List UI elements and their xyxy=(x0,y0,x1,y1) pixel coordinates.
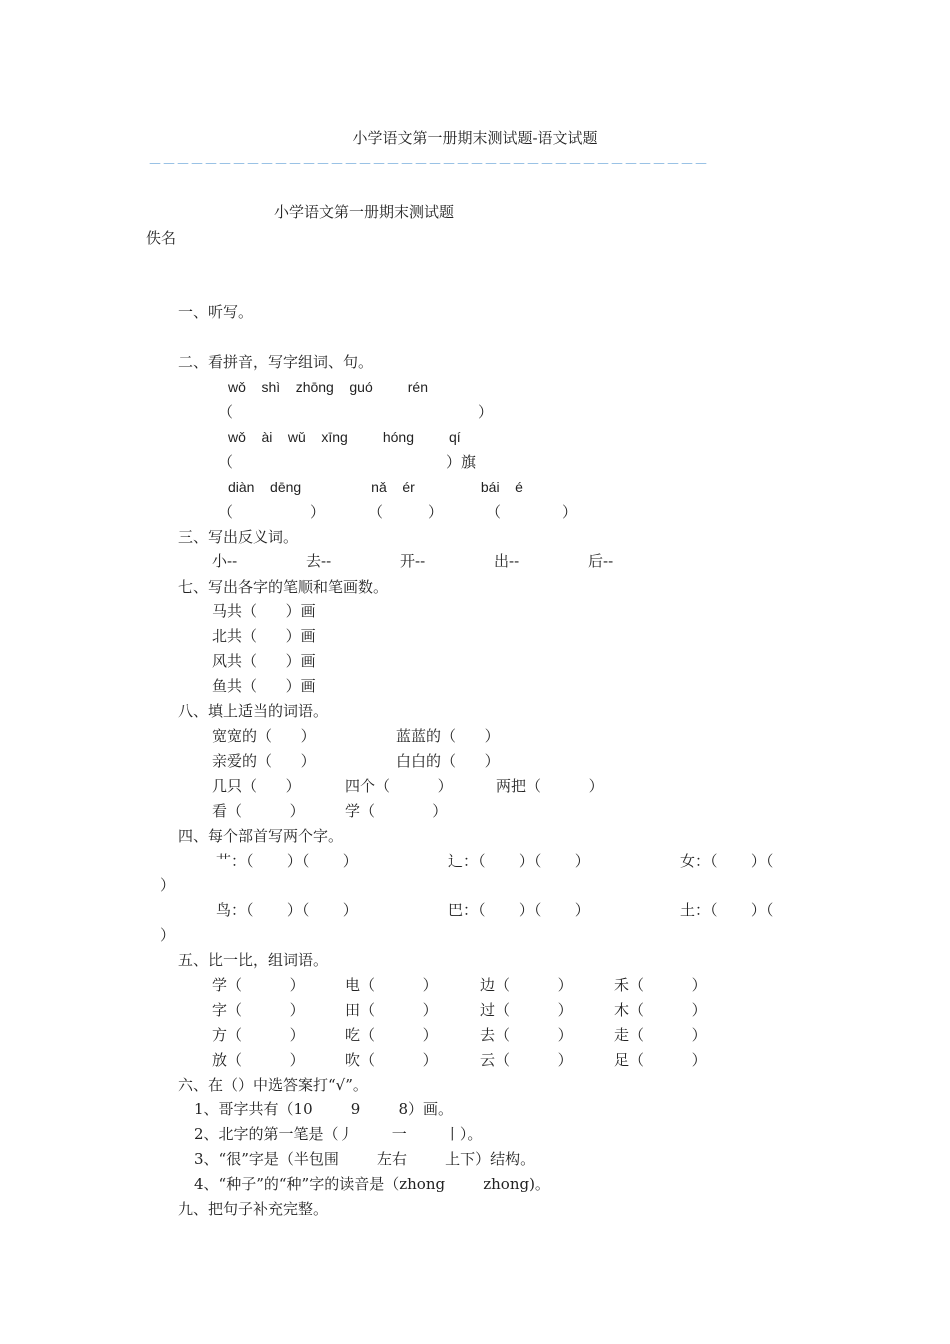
exam-line: ） xyxy=(160,876,176,894)
exam-line: 看（ ） xyxy=(212,802,305,820)
exam-line: 白白的（ ） xyxy=(396,752,500,770)
exam-line: 北共（ ）画 xyxy=(212,627,316,645)
exam-line: 3、“很”字是（半包围 左右 上下）结构。 xyxy=(194,1150,536,1168)
exam-line: 巴：（ ）（ ） xyxy=(448,901,590,919)
exam-line: （ xyxy=(218,403,234,421)
exam-line: 电（ ） xyxy=(345,976,438,994)
exam-line: 木（ ） xyxy=(614,1001,707,1019)
exam-line: 两把（ ） xyxy=(496,777,604,795)
exam-line: 马共（ ）画 xyxy=(212,602,316,620)
exam-line: 禾（ ） xyxy=(614,976,707,994)
exam-line: 小-- xyxy=(212,552,238,570)
exam-line: 云（ ） xyxy=(480,1051,573,1069)
exam-line: wǒ shì zhōng guó rén xyxy=(228,379,428,395)
exam-line: 吃（ ） xyxy=(345,1026,438,1044)
exam-line: 七、写出各字的笔顺和笔画数。 xyxy=(178,578,389,596)
exam-line: 一、听写。 xyxy=(178,303,254,321)
exam-line: 土：（ ）（ xyxy=(680,901,774,919)
exam-line: 辶：（ ）（ ） xyxy=(448,852,590,870)
exam-line: 四个（ ） xyxy=(345,777,453,795)
exam-line: wǒ ài wǔ xīng hóng qí xyxy=(228,429,461,445)
exam-line: 亲爱的（ ） xyxy=(212,752,316,770)
exam-line: 4、“种子”的“种”字的读音是（zhong zhong)。 xyxy=(194,1175,550,1193)
exam-line: （ xyxy=(368,503,384,521)
exam-line: 开-- xyxy=(400,552,426,570)
exam-line: 艹：（ ）（ ） xyxy=(216,852,358,870)
exam-line: diàn dēng nǎ ér bái é xyxy=(228,479,523,495)
exam-line: 几只（ ） xyxy=(212,777,301,795)
exam-line: 足（ ） xyxy=(614,1051,707,1069)
exam-line: 走（ ） xyxy=(614,1026,707,1044)
exam-line: 女：（ ）（ xyxy=(680,852,774,870)
header-divider: －－－－－－－－－－－－－－－－－－－－－－－－－－－－－－－－－－－－－－－－ xyxy=(148,157,708,173)
exam-line: 九、把句子补充完整。 xyxy=(178,1200,329,1218)
exam-line: 二、看拼音，写字组词、句。 xyxy=(178,353,374,371)
exam-line: （ xyxy=(486,503,502,521)
exam-line: 字（ ） xyxy=(212,1001,305,1019)
exam-line: 四、每个部首写两个字。 xyxy=(178,827,344,845)
exam-line: 蓝蓝的（ ） xyxy=(396,727,500,745)
exam-line: 五、比一比，组词语。 xyxy=(178,951,329,969)
exam-line: ）旗 xyxy=(446,453,477,471)
exam-line: 去-- xyxy=(306,552,332,570)
document-subtitle: 小学语文第一册期末测试题 xyxy=(274,203,455,221)
exam-line: 学（ ） xyxy=(212,976,305,994)
exam-line: 宽宽的（ ） xyxy=(212,727,316,745)
exam-line: 方（ ） xyxy=(212,1026,305,1044)
author-label: 佚名 xyxy=(146,229,177,247)
exam-line: ） xyxy=(562,503,578,521)
exam-line: 鱼共（ ）画 xyxy=(212,677,316,695)
exam-line: 六、在（）中选答案打“√”。 xyxy=(178,1076,368,1094)
exam-line: 鸟：（ ）（ ） xyxy=(216,901,358,919)
exam-line: 风共（ ）画 xyxy=(212,652,316,670)
exam-line: 田（ ） xyxy=(345,1001,438,1019)
exam-line: 后-- xyxy=(588,552,614,570)
exam-line: 吹（ ） xyxy=(345,1051,438,1069)
exam-line: 三、写出反义词。 xyxy=(178,528,299,546)
exam-line: 八、填上适当的词语。 xyxy=(178,702,329,720)
exam-line: （ xyxy=(218,453,234,471)
exam-line: ） xyxy=(160,926,176,944)
exam-line: 边（ ） xyxy=(480,976,573,994)
page-title: 小学语文第一册期末测试题-语文试题 xyxy=(352,129,598,147)
exam-line: 过（ ） xyxy=(480,1001,573,1019)
exam-line: 去（ ） xyxy=(480,1026,573,1044)
exam-line: （ xyxy=(218,503,234,521)
exam-line: 2、北字的第一笔是（丿 一 丨）。 xyxy=(194,1125,483,1143)
exam-line: 放（ ） xyxy=(212,1051,305,1069)
exam-line: ） xyxy=(310,503,326,521)
exam-line: 出-- xyxy=(494,552,520,570)
exam-line: ） xyxy=(428,503,444,521)
exam-line: 1、哥字共有（10 9 8）画。 xyxy=(194,1100,454,1118)
exam-line: 学（ ） xyxy=(345,802,448,820)
exam-line: ） xyxy=(478,403,494,421)
